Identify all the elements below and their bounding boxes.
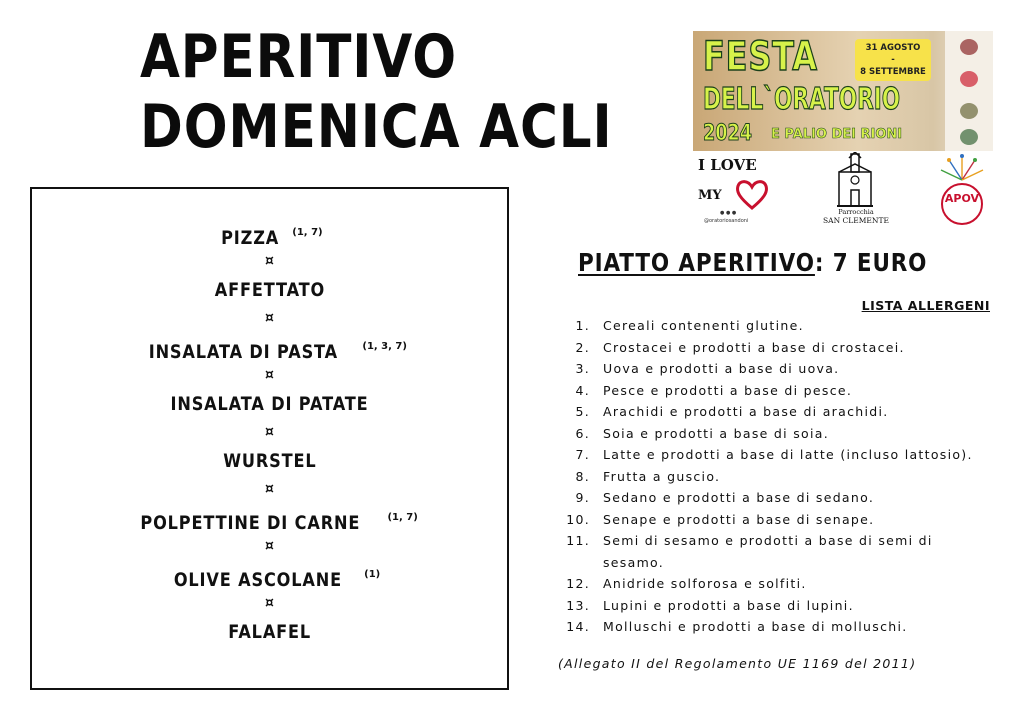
- allergen-list: [558, 315, 998, 638]
- menu-separator: ¤: [265, 253, 274, 269]
- sponsor-icon: [960, 103, 978, 119]
- allergen-item: [558, 530, 998, 573]
- menu-item: [30, 332, 509, 389]
- ilove-line-1: I LOVE: [698, 156, 757, 174]
- dish: [30, 218, 509, 248]
- allergen-footnote: (Allegato II del Regolamento UE 1169 del 2011): [558, 656, 917, 671]
- allergen-item: [558, 380, 998, 402]
- dish: [30, 446, 509, 476]
- allergen-item: [558, 573, 998, 595]
- allergen-number: 4.: [575, 382, 590, 398]
- crest-icon: [960, 39, 978, 55]
- dish-name: OLIVE ASCOLANE: [173, 569, 342, 591]
- page-title: [140, 22, 613, 162]
- allergen-text: Latte e prodotti a base di latte (incluso lattosio).: [603, 447, 973, 462]
- menu-item: [30, 275, 509, 332]
- allergen-number: 13.: [566, 597, 590, 613]
- apov-logo: [935, 152, 989, 228]
- allergen-text: Molluschi e prodotti a base di molluschi.: [603, 619, 908, 634]
- menu-separator: ¤: [265, 481, 274, 497]
- menu-item: [30, 560, 509, 617]
- allergen-text: Lupini e prodotti a base di lupini.: [603, 597, 854, 613]
- menu-item: [30, 389, 509, 446]
- allergen-number: 10.: [566, 511, 590, 527]
- allergen-item: [558, 337, 998, 359]
- allergen-text: Crostacei e prodotti a base di crostacei.: [603, 339, 905, 355]
- banner-oratorio: DELL`ORATORIO: [703, 82, 901, 117]
- festa-banner: [693, 31, 993, 151]
- banner-festa: FESTA: [703, 34, 818, 80]
- allergen-text: Arachidi e prodotti a base di arachidi.: [603, 404, 889, 419]
- banner-dates: [855, 39, 931, 81]
- title-line-1: APERITIVO: [140, 22, 457, 92]
- allergen-item: [558, 466, 998, 488]
- ilove-line-2: MY: [698, 188, 722, 203]
- banner-palio: E PALIO DEI RIONI: [771, 127, 903, 142]
- dish-name: POLPETTINE DI CARNE: [140, 512, 361, 534]
- heart-icon: [734, 178, 770, 210]
- church-icon: [835, 152, 875, 208]
- dish-name: AFFETTATO: [214, 279, 325, 301]
- dish: [30, 275, 509, 305]
- allergen-number: 14.: [566, 619, 590, 634]
- menu-separator: ¤: [265, 310, 274, 326]
- dish-allergens: (1, 7): [387, 512, 418, 523]
- allergen-item: [558, 444, 998, 466]
- church-line-2: SAN CLEMENTE: [823, 216, 889, 225]
- menu-item: [30, 446, 509, 503]
- menu-item: [30, 218, 509, 275]
- date-dash: -: [891, 55, 895, 65]
- menu-separator: ¤: [265, 595, 274, 611]
- dish-name: PIZZA: [221, 227, 280, 249]
- date-end: 8 SETTEMBRE: [860, 67, 926, 77]
- allergen-text: Pesce e prodotti a base di pesce.: [603, 382, 853, 398]
- price-label: PIATTO APERITIVO: [578, 248, 815, 277]
- dish-allergens: (1): [364, 569, 381, 580]
- dish: [30, 389, 509, 419]
- allergen-text: Sedano e prodotti a base di sedano.: [603, 490, 875, 505]
- allergen-text: Cereali contenenti glutine.: [603, 318, 804, 333]
- apov-icon: [935, 152, 989, 228]
- allergen-item: [558, 423, 998, 445]
- sponsor-icon: [960, 71, 978, 87]
- allergen-text: Senape e prodotti a base di senape.: [603, 511, 875, 527]
- allergen-number: 5.: [575, 404, 590, 419]
- i-love-my-logo: [698, 156, 774, 232]
- allergen-item: [558, 358, 998, 380]
- menu-separator: ¤: [265, 424, 274, 440]
- allergen-number: 6.: [575, 425, 590, 441]
- allergen-item: [558, 401, 998, 423]
- title-line-2: DOMENICA ACLI: [140, 92, 613, 162]
- allergen-number: 1.: [575, 318, 590, 333]
- menu-list: [30, 218, 509, 674]
- dish-allergens: (1, 3, 7): [362, 341, 407, 352]
- menu-separator: ¤: [265, 367, 274, 383]
- allergen-number: 3.: [575, 361, 590, 376]
- allergen-item: [558, 616, 998, 638]
- allergen-number: 11.: [566, 533, 590, 548]
- allergen-list-title: LISTA ALLERGENI: [861, 298, 990, 313]
- allergen-text: Anidride solforosa e solfiti.: [603, 576, 807, 591]
- price-line: [578, 248, 927, 277]
- banner-year: 2024: [703, 121, 752, 146]
- allergen-number: 12.: [566, 576, 590, 591]
- allergen-number: 2.: [575, 339, 590, 355]
- dish-allergens: (1, 7): [292, 227, 323, 238]
- dish-name: INSALATA DI PASTA: [148, 341, 339, 363]
- date-start: 31 AGOSTO: [865, 43, 921, 53]
- allergen-item: [558, 315, 998, 337]
- church-line-1: Parrocchia: [838, 208, 874, 216]
- dish: [30, 332, 509, 362]
- allergen-item: [558, 595, 998, 617]
- ilove-handle: @oratoriosandoni: [704, 218, 749, 224]
- menu-item: [30, 617, 509, 674]
- allergen-number: 7.: [575, 447, 590, 462]
- allergen-text: Uova e prodotti a base di uova.: [603, 361, 840, 376]
- allergen-text: Semi di sesamo e prodotti a base di semi di sesamo.: [603, 533, 933, 570]
- parish-logo: [815, 152, 897, 228]
- allergen-item: [558, 487, 998, 509]
- allergen-text: Soia e prodotti a base di soia.: [603, 425, 829, 441]
- social-icons: ● ● ●: [720, 210, 737, 216]
- crest-icon: [960, 129, 978, 145]
- allergen-item: [558, 509, 998, 531]
- apov-text: APOV: [944, 192, 980, 205]
- price-value: : 7 EURO: [814, 248, 928, 277]
- dish-name: WURSTEL: [222, 450, 317, 472]
- menu-separator: ¤: [265, 538, 274, 554]
- banner-sponsor-strip: [945, 31, 993, 151]
- dish: [30, 560, 509, 590]
- dish: [30, 503, 509, 533]
- dish-name: INSALATA DI PATATE: [170, 393, 369, 415]
- allergen-number: 9.: [575, 490, 590, 505]
- allergen-text: Frutta a guscio.: [603, 468, 721, 484]
- menu-item: [30, 503, 509, 560]
- allergen-number: 8.: [575, 468, 590, 484]
- dish-name: FALAFEL: [228, 621, 311, 643]
- dish: [30, 617, 509, 647]
